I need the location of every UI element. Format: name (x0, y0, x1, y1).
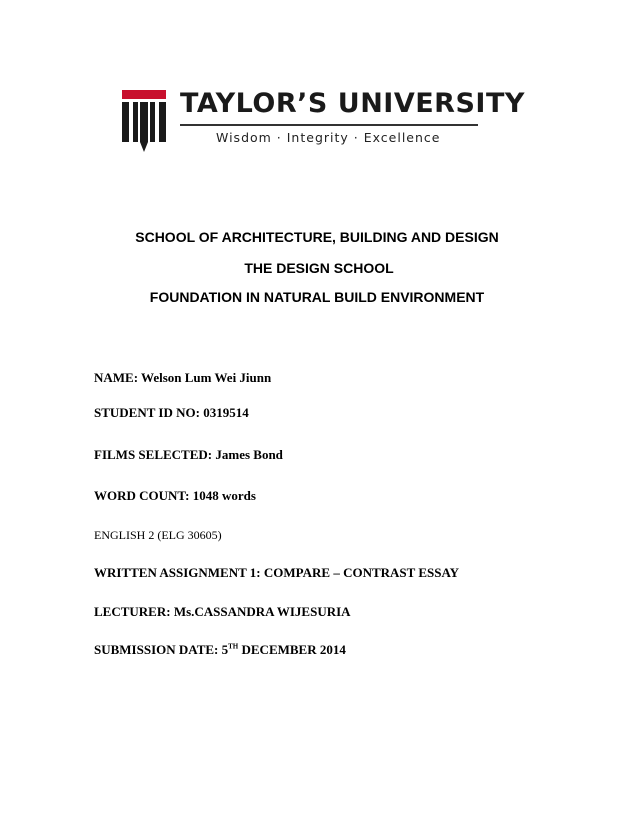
submission-date-prefix: SUBMISSION DATE: 5 (94, 642, 229, 657)
submission-date (94, 642, 346, 658)
student-name: NAME: Welson Lum Wei Jiunn (94, 370, 272, 385)
university-logo (120, 86, 525, 156)
university-tagline: Wisdom · Integrity · Excellence (216, 130, 441, 145)
school-heading: SCHOOL OF ARCHITECTURE, BUILDING AND DESIGN (135, 229, 499, 245)
student-id: STUDENT ID NO: 0319514 (94, 405, 249, 420)
assignment-title: WRITTEN ASSIGNMENT 1: COMPARE – CONTRAST ESSAY (94, 565, 460, 580)
word-count: WORD COUNT: 1048 words (94, 488, 256, 503)
foundation-heading: FOUNDATION IN NATURAL BUILD ENVIRONMENT (149, 289, 485, 305)
submission-date-ordinal: TH (228, 642, 239, 651)
lecturer-name: LECTURER: Ms.CASSANDRA WIJESURIA (94, 604, 351, 619)
films-selected: FILMS SELECTED: James Bond (94, 447, 283, 462)
logo-divider (180, 124, 478, 126)
submission-date-suffix: DECEMBER 2014 (238, 642, 346, 657)
course-code: ENGLISH 2 (ELG 30605) (94, 528, 222, 542)
university-crest-icon (120, 86, 168, 154)
university-name: TAYLOR’S UNIVERSITY (180, 88, 525, 119)
design-school-heading: THE DESIGN SCHOOL (244, 260, 394, 276)
